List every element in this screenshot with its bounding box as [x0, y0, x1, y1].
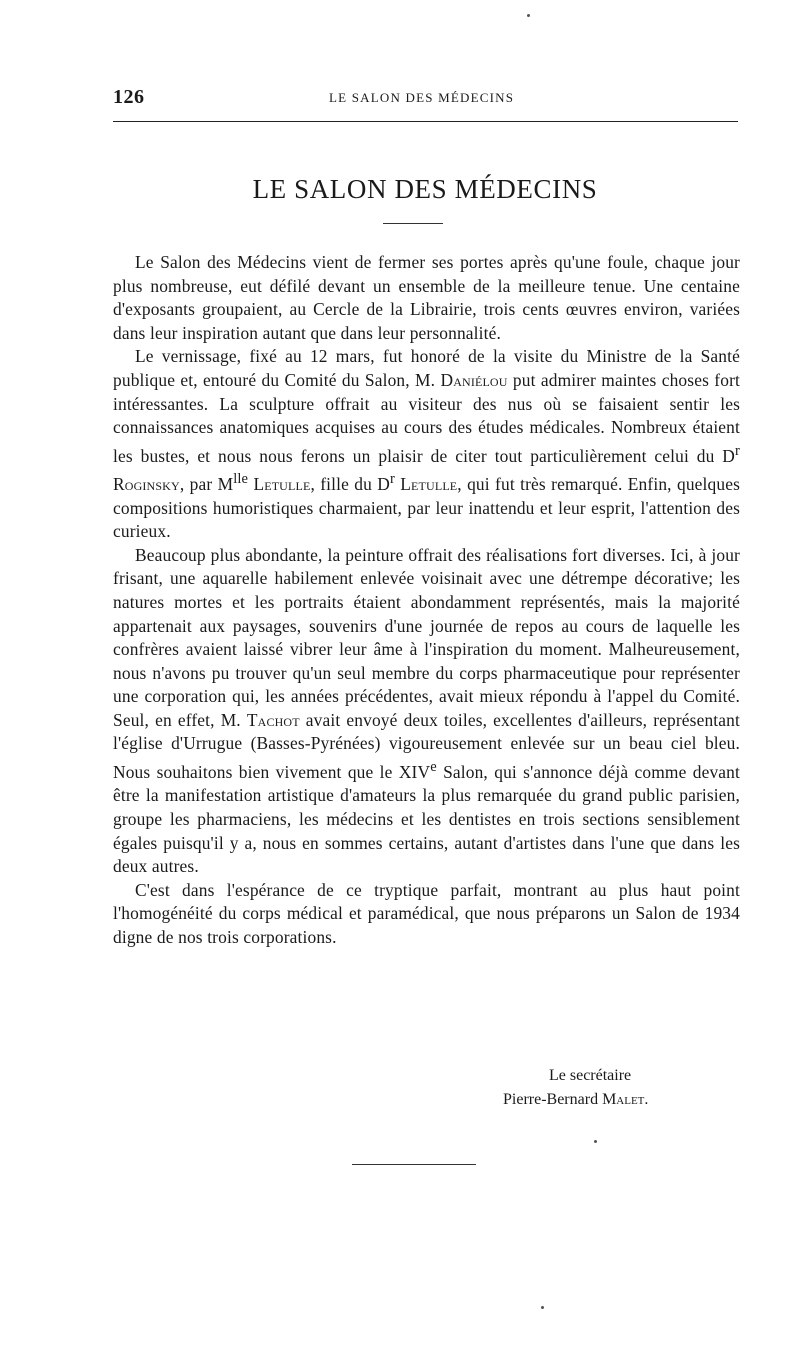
p2-text-d: , fille du D: [310, 473, 390, 494]
paragraph-4: C'est dans l'espérance de ce tryptique parfait, montrant au plus haut point l'homogénéité du corps médical et paramédical, que nous préparons un Salon de 1934 digne de nos trois corporations.: [113, 879, 740, 948]
p2-text-c: , par M: [179, 473, 234, 494]
signature-end: .: [644, 1091, 649, 1108]
title-rule: [383, 223, 443, 224]
name-tachot: Tachot: [246, 709, 300, 730]
p3-text-b: avait envoyé deux toiles, excellentes d'ailleurs, représentant l'église d'Urrugue (Basses-Pyrénées) vigoureusement enlevée sur un beau ciel bleu. Nous souhaitons bien vivement que le XIV: [113, 709, 740, 782]
p2-text-e: , qui fut très remarqué. Enfin, quelques compositions humoristiques charmaient, par leur inattendu et leur esprit, l'attention des curieux.: [113, 473, 740, 542]
paragraph-2: [113, 345, 740, 543]
signature-last-name: Malet: [602, 1091, 645, 1108]
signature-name: [503, 1091, 648, 1109]
name-danielou: Daniélou: [440, 369, 508, 390]
sup-lle: lle: [233, 471, 249, 488]
signature-role: Le secrétaire: [549, 1067, 632, 1084]
p2-text-b: put admirer maintes choses fort intéressantes. La sculpture offrait au visiteur des nus où se faisaient sentir les connaissances anatomiques acquises au cours des études médicales. Nombreux étaient les bustes, et nous nous ferons un plaisir de citer tout particulièrement celui du D: [113, 369, 740, 466]
name-roginsky: Roginsky: [113, 473, 180, 494]
article-body: [113, 251, 740, 950]
sup-r-2: r: [390, 471, 395, 488]
signature-first-name: Pierre-Bernard: [503, 1091, 603, 1108]
scan-speck: [527, 14, 530, 17]
scan-speck: [594, 1140, 597, 1143]
paragraph-3: [113, 544, 740, 879]
p3-text-c: Salon, qui s'annonce déjà comme devant être la manifestation artistique d'amateurs la plus remarquée du grand public parisien, groupe les pharmaciens, les médecins et les dentistes en trois sections sensiblement égales puisqu'il y a, nous en sommes certains, autant d'artistes dans l'une que dans les deux autres.: [113, 761, 741, 877]
header-rule: [113, 121, 738, 122]
article-title: LE SALON DES MÉDECINS: [252, 174, 598, 204]
name-letulle-1: Letulle: [248, 473, 311, 494]
end-rule: [352, 1164, 476, 1165]
p3-text-a: Beaucoup plus abondante, la peinture offrait des réalisations fort diverses. Ici, à jour frisant, une aquarelle habilement enlevée voisinait avec une détrempe décorative; les natures mortes et les portraits étaient abondamment représentés, mais la majorité appartenait aux paysages, souvenirs d'une journée de repos au cours de laquelle les confrères avaient laissé vibrer leur âme à l'inspiration du moment. Malheureusement, nous n'avons pu trouver qu'un seul membre du corps pharmaceutique pour représenter une corporation qui, les années précédentes, avait mieux répondu à l'appel du Comité. Seul, en effet, M.: [113, 544, 740, 730]
scan-speck: [541, 1306, 544, 1309]
running-head: LE SALON DES MÉDECINS: [329, 90, 515, 105]
sup-e: e: [430, 759, 437, 776]
name-letulle-2: Letulle: [394, 473, 458, 494]
page-header: [113, 86, 737, 110]
paragraph-1: Le Salon des Médecins vient de fermer ses portes après qu'une foule, chaque jour plus nombreuse, eut défilé devant un ensemble de la meilleure tenue. Une centaine d'exposants groupaient, au Cercle de la Librairie, trois cents œuvres environ, variées dans leur inspiration autant que dans leur personnalité.: [113, 252, 740, 343]
page-number: 126: [113, 86, 145, 108]
sup-r-1: r: [735, 442, 740, 459]
p2-text-a: Le vernissage, fixé au 12 mars, fut honoré de la visite du Ministre de la Santé publique et, entouré du Comité du Salon, M.: [113, 346, 740, 390]
